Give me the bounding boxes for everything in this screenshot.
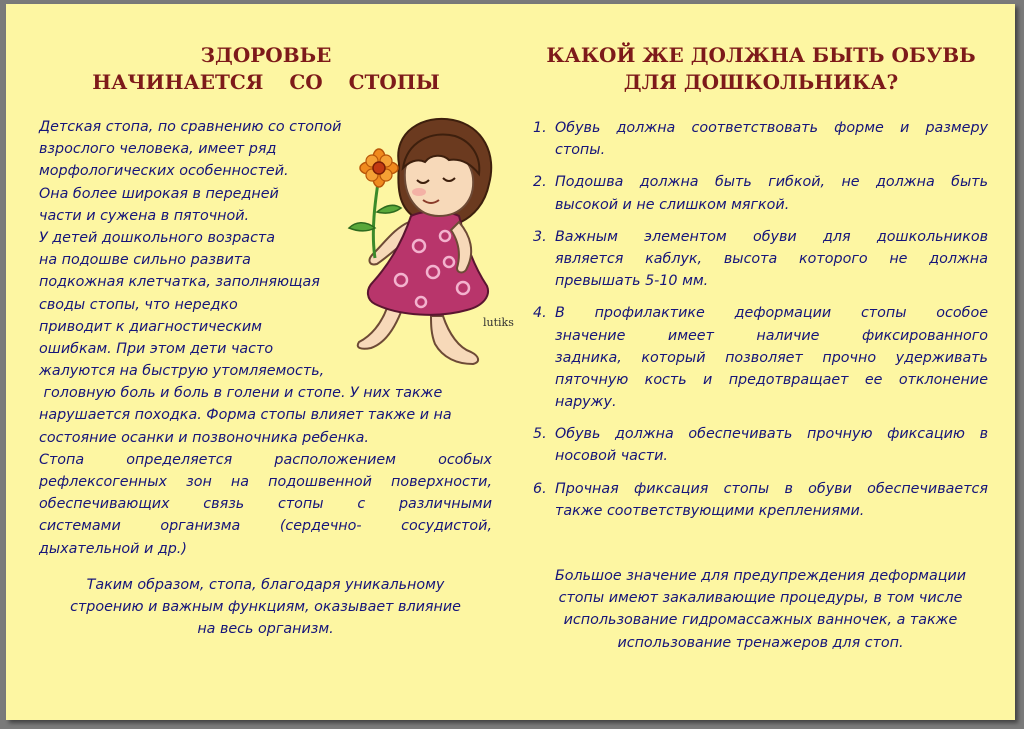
summary-line: на весь организм.	[197, 621, 334, 638]
summary-line: строению и важным функциям, оказывает влияние	[70, 599, 461, 616]
list-item	[533, 226, 988, 293]
item-line: Обувь должна обеспечивать прочную фиксацию в	[555, 426, 988, 443]
item-number: 3.	[533, 228, 547, 245]
body-line: на подошве сильно развита	[39, 252, 251, 269]
body-line: дыхательной и др.)	[39, 540, 187, 557]
right-title	[531, 42, 991, 96]
girl-with-flower-illustration	[331, 112, 521, 382]
summary-line: Таким образом, стопа, благодаря уникальному	[86, 577, 445, 593]
body-line: Детская стопа, по сравнению со стопой	[39, 119, 342, 135]
girl-with-flower-icon	[331, 112, 521, 382]
body-line: У детей дошкольного возраста	[39, 229, 276, 246]
item-line: пяточную кость и предотвращает ее отклонение	[555, 371, 988, 388]
summary-line: стопы имеют закаливающие процедуры, в том числе	[558, 590, 963, 607]
left-title	[46, 42, 486, 96]
item-number: 6.	[533, 480, 547, 497]
body-line: головную боль и боль в голени и стопе. У них также	[39, 385, 443, 402]
left-summary	[39, 574, 492, 641]
item-line: Обувь должна соответствовать форме и размеру	[555, 120, 988, 136]
list-item	[533, 171, 988, 215]
body-line: подкожная клетчатка, заполняющая	[39, 274, 320, 291]
right-title-line: ДЛЯ ДОШКОЛЬНИКА?	[623, 70, 899, 94]
item-line: Важным элементом обуви для дошкольников	[555, 228, 988, 245]
left-title-line: НАЧИНАЕТСЯ СО СТОПЫ	[92, 70, 440, 94]
body-line: жалуются на быструю утомляемость,	[39, 363, 325, 380]
item-line: стопы.	[555, 142, 606, 159]
list-item	[533, 478, 988, 522]
item-line: задника, который позволяет прочно удерживать	[555, 349, 988, 366]
body-line: своды стопы, что нередко	[39, 296, 238, 313]
body-line: приводит к диагностическим	[39, 318, 262, 335]
item-line: значение имеет наличие фиксированного	[555, 327, 988, 344]
left-title-line: ЗДОРОВЬЕ	[200, 43, 332, 67]
summary-line: использование тренажеров для стоп.	[617, 634, 904, 651]
item-number: 2.	[533, 174, 547, 191]
body-line: ошибкам. При этом дети часто	[39, 340, 274, 357]
right-summary	[533, 565, 988, 654]
list-item	[533, 302, 988, 413]
item-line: наружу.	[555, 394, 617, 411]
item-line: носовой части.	[555, 448, 668, 465]
body-line: Она более широкая в передней	[39, 185, 279, 202]
list-item	[533, 423, 988, 467]
illustration-signature: lutiks	[483, 316, 514, 329]
body-line: состояние осанки и позвоночника ребенка.	[39, 429, 369, 446]
summary-line: Большое значение для предупреждения деформации	[554, 568, 967, 584]
summary-line: использование гидромассажных ванночек, а также	[563, 612, 958, 629]
item-line: является каблук, высота которого не должна	[555, 250, 988, 267]
item-number: 5.	[533, 426, 547, 443]
body-line: морфологических особенностей.	[39, 163, 289, 180]
body-line: части и сужена в пяточной.	[39, 207, 250, 224]
item-line: В профилактике деформации стопы особое	[555, 305, 988, 322]
list-item	[533, 117, 988, 161]
item-line: Подошва должна быть гибкой, не должна быть	[555, 174, 988, 191]
item-line: превышать 5-10 мм.	[555, 273, 709, 290]
body-line: взрослого человека, имеет ряд	[39, 141, 277, 158]
body-line: рефлексогенных зон на подошвенной поверхности,	[39, 474, 492, 490]
body-line: Стопа определяется расположением особых	[39, 451, 492, 468]
item-line: высокой и не слишком мягкой.	[555, 196, 790, 213]
right-title-line: КАКОЙ ЖЕ ДОЛЖНА БЫТЬ ОБУВЬ	[546, 43, 976, 67]
item-number: 4.	[533, 305, 547, 322]
shoe-requirements-list	[533, 117, 988, 522]
body-line: системами организма (сердечно- сосудистой,	[39, 518, 492, 535]
item-line: Прочная фиксация стопы в обуви обеспечивается	[555, 480, 988, 497]
item-line: также соответствующими креплениями.	[555, 502, 865, 519]
item-number: 1.	[533, 120, 547, 136]
body-line: обеспечивающих связь стопы с различными	[39, 496, 492, 513]
body-line: нарушается походка. Форма стопы влияет также и на	[39, 407, 452, 424]
leaflet-page	[6, 4, 1015, 720]
